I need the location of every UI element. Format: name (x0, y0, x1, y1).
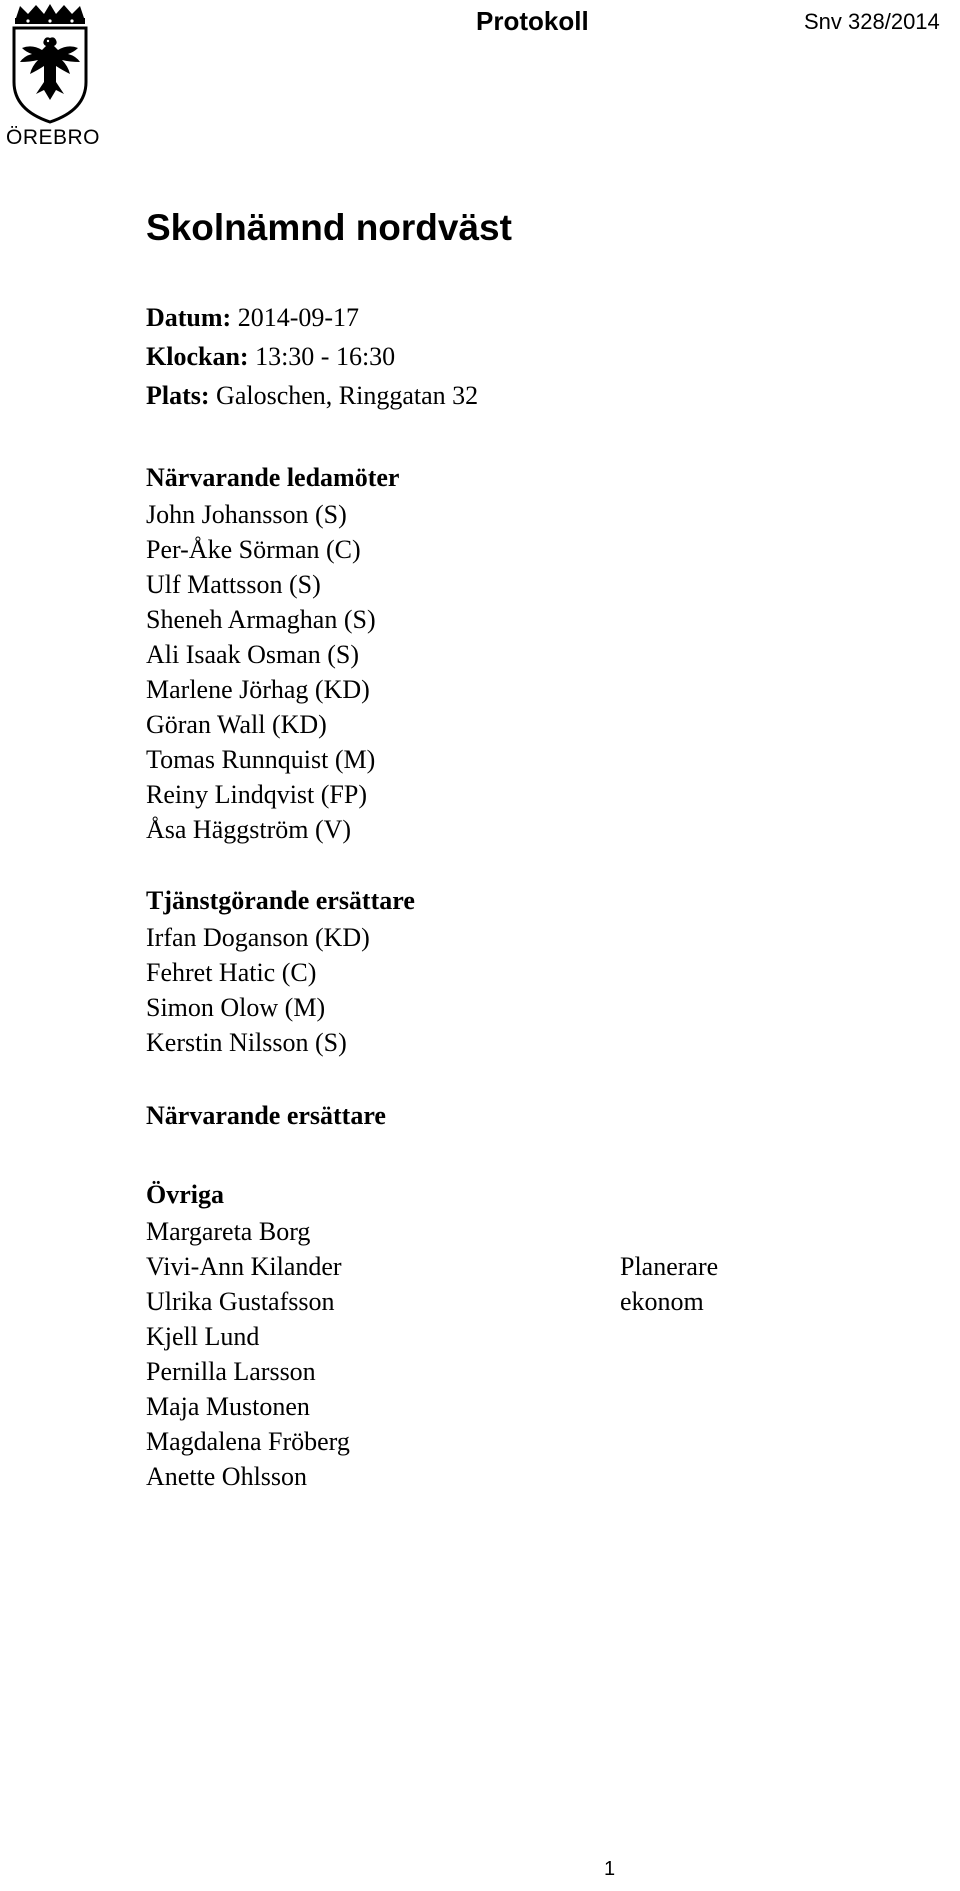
place-label: Plats: (146, 381, 210, 410)
others-row (146, 1389, 350, 1424)
others-row (146, 1249, 719, 1284)
member-row: Sheneh Armaghan (S) (146, 605, 376, 634)
orebro-logo (6, 4, 101, 149)
member-row: Tomas Runnquist (M) (146, 745, 376, 774)
others-row (146, 1459, 350, 1494)
substitute-row: Simon Olow (M) (146, 993, 326, 1022)
member-row: Ulf Mattsson (S) (146, 570, 321, 599)
members-heading: Närvarande ledamöter (146, 463, 400, 492)
person-name: Maja Mustonen (146, 1392, 310, 1421)
person-name: Ulrika Gustafsson (146, 1287, 335, 1316)
page-number: 1 (604, 1858, 616, 1880)
present-substitutes-heading: Närvarande ersättare (146, 1101, 386, 1130)
substitute-row: Irfan Doganson (KD) (146, 923, 370, 952)
person-name: Kjell Lund (146, 1322, 260, 1351)
date-value: 2014-09-17 (237, 303, 360, 332)
others-row (146, 1284, 704, 1319)
coat-of-arms-icon (6, 4, 94, 126)
person-name: Magdalena Fröberg (146, 1427, 350, 1456)
others-row (146, 1214, 350, 1249)
person-name: Anette Ohlsson (146, 1462, 308, 1491)
others-row (146, 1354, 350, 1389)
meeting-details (146, 298, 478, 415)
meeting-place (146, 376, 478, 415)
person-role: ekonom (620, 1287, 704, 1316)
member-row: Ali Isaak Osman (S) (146, 640, 360, 669)
others-row (146, 1319, 350, 1354)
person-role: Planerare (620, 1252, 719, 1281)
member-row: Reiny Lindqvist (FP) (146, 780, 368, 809)
person-name: Margareta Borg (146, 1217, 311, 1246)
member-row: Åsa Häggström (V) (146, 815, 352, 844)
logo-wordmark: ÖREBRO (6, 126, 101, 149)
serving-substitutes-heading: Tjänstgörande ersättare (146, 886, 415, 915)
time-label: Klockan: (146, 342, 249, 371)
place-value: Galoschen, Ringgatan 32 (216, 381, 479, 410)
members-section (146, 458, 399, 847)
member-row: John Johansson (S) (146, 500, 347, 529)
document-type: Protokoll (476, 6, 589, 36)
substitute-row: Kerstin Nilsson (S) (146, 1028, 347, 1057)
others-row (146, 1424, 350, 1459)
person-name: Pernilla Larsson (146, 1357, 316, 1386)
time-value: 13:30 - 16:30 (255, 342, 396, 371)
present-substitutes-section (146, 1096, 386, 1135)
page-title: Skolnämnd nordväst (146, 207, 512, 248)
serving-substitutes-section (146, 881, 415, 1060)
others-section (146, 1175, 719, 1494)
member-row: Per-Åke Sörman (C) (146, 535, 361, 564)
member-row: Marlene Jörhag (KD) (146, 675, 370, 704)
date-label: Datum: (146, 303, 232, 332)
substitute-row: Fehret Hatic (C) (146, 958, 317, 987)
meeting-date (146, 298, 478, 337)
member-row: Göran Wall (KD) (146, 710, 327, 739)
meeting-time (146, 337, 478, 376)
document-reference: Snv 328/2014 (804, 9, 940, 34)
person-name: Vivi-Ann Kilander (146, 1252, 342, 1281)
others-heading: Övriga (146, 1180, 224, 1209)
